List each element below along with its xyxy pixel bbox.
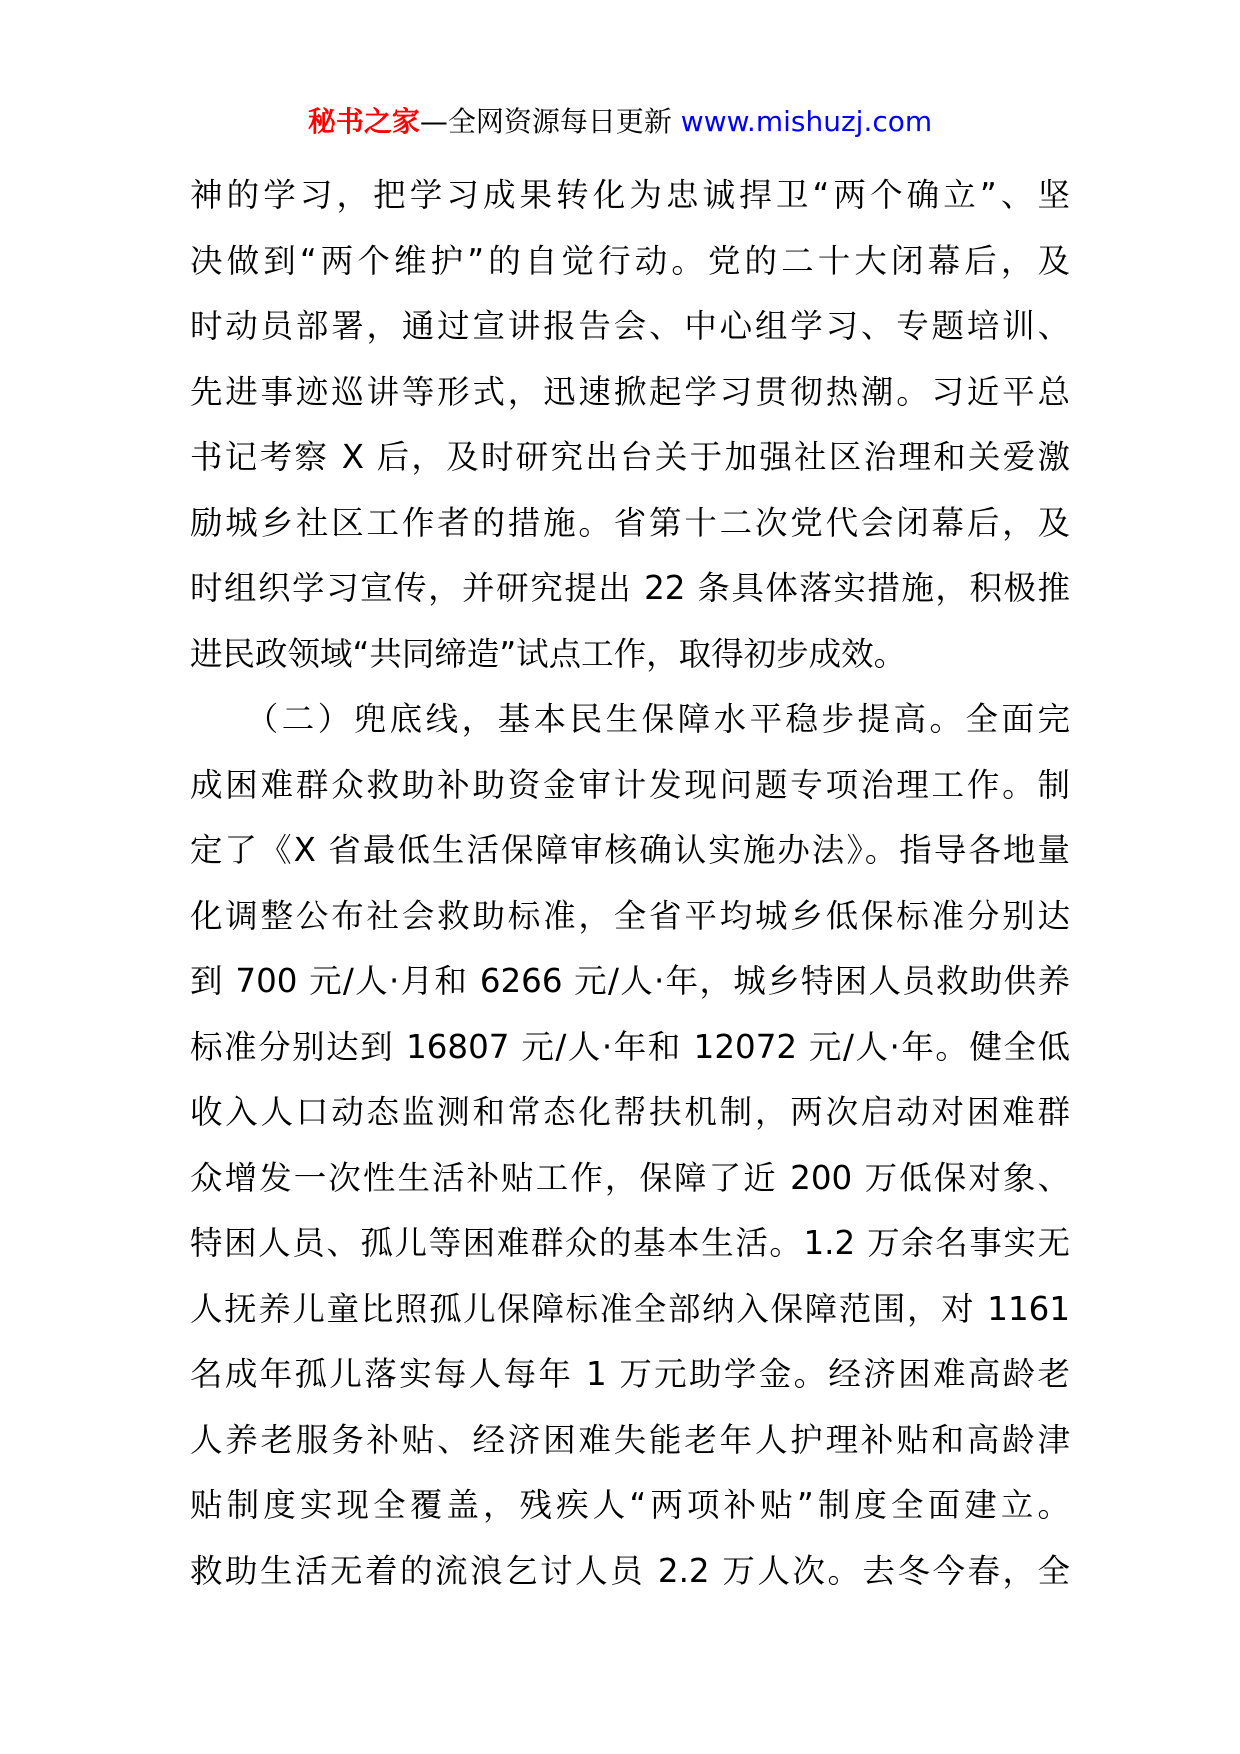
text-line: （二）兜底线，基本民生保障水平稳步提高。全面完 <box>190 700 1070 738</box>
text-line: 成困难群众救助补助资金审计发现问题专项治理工作。制 <box>190 765 1070 804</box>
site-url-link[interactable]: www.mishuzj.com <box>680 105 933 138</box>
text-line: 众增发一次性生活补贴工作，保障了近 200 万低保对象、 <box>190 1158 1070 1197</box>
site-header <box>0 102 1240 142</box>
text-line: 先进事迹巡讲等形式，迅速掀起学习贯彻热潮。习近平总 <box>190 372 1070 411</box>
text-line: 决做到“两个维护”的自觉行动。党的二十大闭幕后，及 <box>190 241 1070 280</box>
site-brand: 秘书之家 <box>307 105 420 138</box>
document-body <box>190 163 1070 1604</box>
text-line: 到 700 元/人·月和 6266 元/人·年，城乡特困人员救助供养 <box>190 962 1070 1000</box>
text-line: 贴制度实现全覆盖，残疾人“两项补贴”制度全面建立。 <box>190 1486 1070 1524</box>
text-line: 时动员部署，通过宣讲报告会、中心组学习、专题培训、 <box>190 307 1070 345</box>
site-slogan: —全网资源每日更新 <box>419 105 672 138</box>
text-line: 化调整公布社会救助标准，全省平均城乡低保标准分别达 <box>190 896 1070 935</box>
text-line: 救助生活无着的流浪乞讨人员 2.2 万人次。去冬今春，全 <box>190 1551 1070 1590</box>
text-line: 收入人口动态监测和常态化帮扶机制，两次启动对困难群 <box>190 1093 1070 1131</box>
text-line: 进民政领域“共同缔造”试点工作，取得初步成效。 <box>190 634 907 673</box>
text-line: 人养老服务补贴、经济困难失能老年人护理补贴和高龄津 <box>190 1420 1070 1459</box>
text-line: 名成年孤儿落实每人每年 1 万元助学金。经济困难高龄老 <box>190 1355 1070 1393</box>
text-line: 标准分别达到 16807 元/人·年和 12072 元/人·年。健全低 <box>190 1027 1070 1066</box>
text-line: 定了《X 省最低生活保障审核确认实施办法》。指导各地量 <box>190 831 1070 869</box>
text-line: 神的学习，把学习成果转化为忠诚捍卫“两个确立”、坚 <box>190 176 1070 214</box>
text-line: 人抚养儿童比照孤儿保障标准全部纳入保障范围，对 1161 <box>190 1289 1070 1328</box>
text-line: 书记考察 X 后，及时研究出台关于加强社区治理和关爱激 <box>190 438 1070 476</box>
text-line: 特困人员、孤儿等困难群众的基本生活。1.2 万余名事实无 <box>190 1224 1070 1262</box>
text-line: 时组织学习宣传，并研究提出 22 条具体落实措施，积极推 <box>190 569 1070 607</box>
text-line: 励城乡社区工作者的措施。省第十二次党代会闭幕后，及 <box>190 503 1070 542</box>
